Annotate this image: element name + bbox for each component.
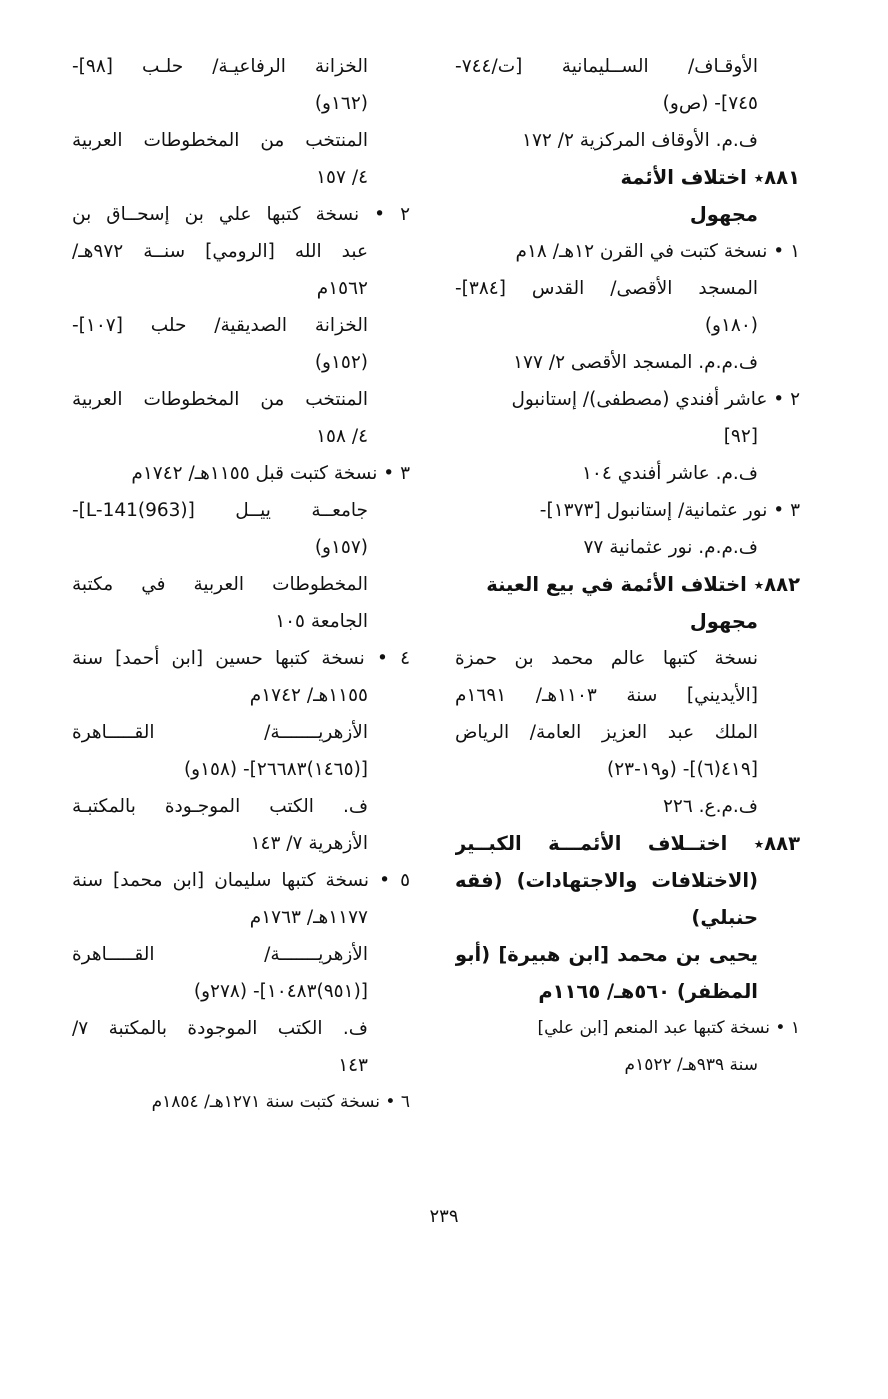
right-column-line: مجهول — [689, 203, 758, 226]
left-column-line: المخطوطات العربية في مكتبة — [72, 574, 368, 595]
left-column-line: الأزهرية ٧/ ١٤٣ — [250, 833, 368, 854]
left-column-line: ٥ • نسخة كتبها سليمان [ابن محمد] سنة — [72, 870, 410, 891]
left-column-line: المنتخب من المخطوطات العربية — [72, 130, 368, 151]
right-column-line: ٢ • عاشر أفندي (مصطفى)/ إستانبول — [511, 389, 800, 410]
right-column-line: (الاختلافات والاجتهادات) (فقه — [455, 869, 758, 892]
left-column-line: الخزانة الرفاعيـة/ حلـب [٩٨]- — [72, 56, 368, 77]
left-column-line: [(٩٥١)١٠٤٨٣]- (٢٧٨و) — [193, 981, 368, 1002]
right-column-line: ١ • نسخة كتبت في القرن ١٢هـ/ ١٨م — [515, 241, 800, 262]
right-column-line: ف.م.م. المسجد الأقصى ٢/ ١٧٧ — [513, 352, 758, 373]
right-column-line: ف.م.ع. ٢٢٦ — [662, 796, 758, 817]
left-column-line: ٤/ ١٥٨ — [316, 426, 368, 447]
left-column-line: ١١٥٥هـ/ ١٧٤٢م — [249, 685, 368, 706]
left-column-line: الأزهريـــــــة/ القـــــاهرة — [72, 722, 368, 743]
left-column-line: ف. الكتب الموجـودة بالمكتبـة — [72, 796, 368, 817]
right-column-line: المظفر) ٥٦٠هـ/ ١١٦٥م — [538, 980, 758, 1003]
right-column-line: ٣ • نور عثمانية/ إستانبول [١٣٧٣]- — [539, 500, 800, 521]
left-column-line: (١٥٢و) — [314, 352, 368, 373]
right-column-line: [٤١٩(٦)]- (و١٩-٢٣) — [607, 759, 758, 780]
left-column-line: الأزهريـــــــة/ القـــــاهرة — [72, 944, 368, 965]
left-column-line: ٤ • نسخة كتبها حسين [ابن أحمد] سنة — [72, 648, 410, 669]
right-column-line: [الأيديني] سنة ١١٠٣هـ/ ١٦٩١م — [455, 685, 758, 706]
right-column-line: نسخة كتبها عالم محمد بن حمزة — [455, 648, 758, 669]
left-column-line: ٦ • نسخة كتبت سنة ١٢٧١هـ/ ١٨٥٤م — [151, 1092, 410, 1112]
left-column-line: جامعــة ييــل [L-141(963)]- — [72, 500, 368, 521]
left-column-line: (١٥٧و) — [314, 537, 368, 558]
left-column-line: ٢ • نسخة كتبها علي بن إسحــاق بن — [72, 204, 410, 225]
right-column-line: الأوقـاف/ الســليمانية [ت/٧٤٤- — [455, 56, 758, 77]
right-column — [455, 48, 800, 1084]
left-column — [72, 48, 410, 1121]
right-column-line: سنة ٩٣٩هـ/ ١٥٢٢م — [624, 1055, 758, 1075]
right-column-line: ١ • نسخة كتبها عبد المنعم [ابن علي] — [537, 1018, 800, 1038]
right-column-line: [٩٢] — [723, 426, 758, 447]
right-column-line: حنبلي) — [691, 906, 758, 929]
left-column-line: عبد الله [الرومي] سنــة ٩٧٢هـ/ — [72, 241, 368, 262]
page-number: ٢٣٩ — [429, 1206, 459, 1227]
right-column-line: ٨٨١٭ اختلاف الأئمة — [620, 166, 800, 189]
left-column-line: ف. الكتب الموجودة بالمكتبة ٧/ — [72, 1018, 368, 1039]
right-column-line: ٨٨٣٭ اختــلاف الأئمـــة الكبــير — [455, 832, 800, 855]
right-column-line: المسجد الأقصى/ القدس [٣٨٤]- — [455, 278, 758, 299]
left-column-line: ١١٧٧هـ/ ١٧٦٣م — [249, 907, 368, 928]
left-column-line: الخزانة الصديقية/ حلب [١٠٧]- — [72, 315, 368, 336]
right-column-line: ف.م. عاشر أفندي ١٠٤ — [582, 463, 758, 484]
right-column-line: ٨٨٢٭ اختلاف الأئمة في بيع العينة — [486, 573, 800, 596]
left-column-line: ٤/ ١٥٧ — [316, 167, 368, 188]
left-column-line: ١٥٦٢م — [316, 278, 368, 299]
right-column-line: ٧٤٥]- (ص‌و) — [662, 93, 758, 114]
left-column-line: (١٦٢و) — [314, 93, 368, 114]
left-column-line: المنتخب من المخطوطات العربية — [72, 389, 368, 410]
left-column-line: [(١٤٦٥)٢٦٦٨٣]- (١٥٨و) — [183, 759, 368, 780]
right-column-line: (١٨٠و) — [704, 315, 758, 336]
right-column-line: مجهول — [689, 610, 758, 633]
left-column-line: الجامعة ١٠٥ — [275, 611, 368, 632]
left-column-line: ٣ • نسخة كتبت قبل ١١٥٥هـ/ ١٧٤٢م — [131, 463, 410, 484]
right-column-line: يحيى بن محمد [ابن هبيرة] (أبو — [455, 943, 758, 966]
left-column-line: ١٤٣ — [338, 1055, 368, 1076]
right-column-line: ف.م. الأوقاف المركزية ٢/ ١٧٢ — [522, 130, 758, 151]
right-column-line: ف.م.م. نور عثمانية ٧٧ — [583, 537, 758, 558]
right-column-line: الملك عبد العزيز العامة/ الرياض — [455, 722, 758, 743]
